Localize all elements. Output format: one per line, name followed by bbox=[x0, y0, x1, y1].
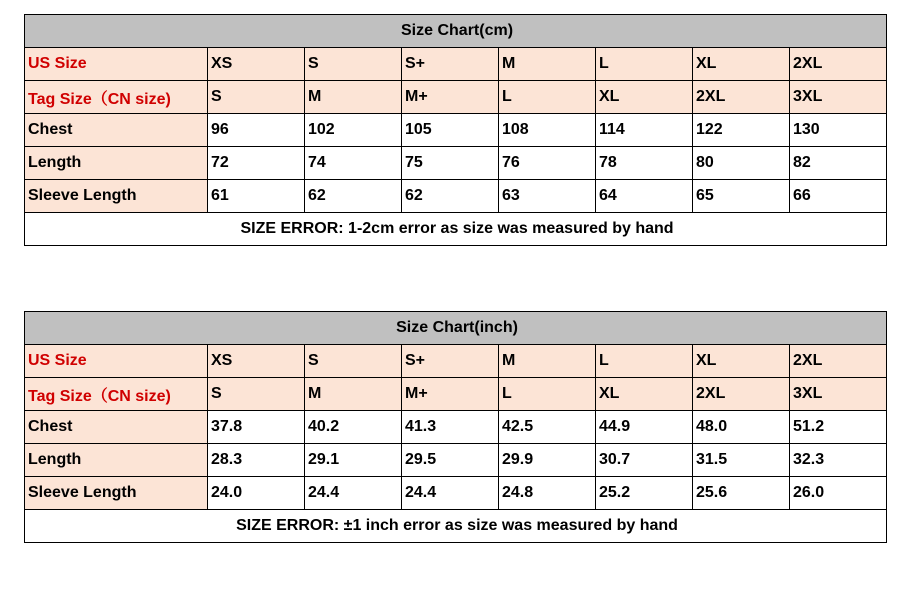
cell: 29.1 bbox=[305, 444, 402, 477]
table-row-us-size bbox=[25, 48, 887, 81]
cell: 51.2 bbox=[790, 411, 887, 444]
cell: 62 bbox=[402, 180, 499, 213]
cell: 48.0 bbox=[693, 411, 790, 444]
row-label: US Size bbox=[25, 345, 208, 378]
cell: 32.3 bbox=[790, 444, 887, 477]
cell: L bbox=[596, 345, 693, 378]
table-row-length bbox=[25, 444, 887, 477]
cell: S+ bbox=[402, 48, 499, 81]
cell: S bbox=[305, 48, 402, 81]
table-row-sleeve-length bbox=[25, 180, 887, 213]
cell: 62 bbox=[305, 180, 402, 213]
row-label: Tag Size（CN size) bbox=[25, 378, 208, 411]
cell: 3XL bbox=[790, 81, 887, 114]
cell: S bbox=[208, 81, 305, 114]
table-row-tag-size bbox=[25, 81, 887, 114]
cell: M bbox=[499, 48, 596, 81]
cell: 2XL bbox=[790, 48, 887, 81]
cell: 3XL bbox=[790, 378, 887, 411]
cell: XL bbox=[693, 48, 790, 81]
chart-title: Size Chart(cm) bbox=[25, 15, 887, 48]
cell: 2XL bbox=[790, 345, 887, 378]
cell: 41.3 bbox=[402, 411, 499, 444]
size-chart-inch bbox=[24, 311, 887, 543]
cell: XS bbox=[208, 48, 305, 81]
table-row-us-size bbox=[25, 345, 887, 378]
table-row-tag-size bbox=[25, 378, 887, 411]
cell: M+ bbox=[402, 378, 499, 411]
cell: M+ bbox=[402, 81, 499, 114]
cell: 37.8 bbox=[208, 411, 305, 444]
cell: S bbox=[208, 378, 305, 411]
cell: 44.9 bbox=[596, 411, 693, 444]
cell: M bbox=[499, 345, 596, 378]
size-error-note: SIZE ERROR: 1-2cm error as size was measured by hand bbox=[25, 213, 887, 246]
cell: 66 bbox=[790, 180, 887, 213]
size-chart-cm bbox=[24, 14, 887, 246]
cell: 25.6 bbox=[693, 477, 790, 510]
cell: S+ bbox=[402, 345, 499, 378]
row-label: Chest bbox=[25, 411, 208, 444]
cell: M bbox=[305, 378, 402, 411]
row-label: Sleeve Length bbox=[25, 477, 208, 510]
cell: 24.8 bbox=[499, 477, 596, 510]
cell: 72 bbox=[208, 147, 305, 180]
cell: XL bbox=[596, 378, 693, 411]
cell: 26.0 bbox=[790, 477, 887, 510]
cell: XL bbox=[693, 345, 790, 378]
cell: 82 bbox=[790, 147, 887, 180]
row-label: US Size bbox=[25, 48, 208, 81]
row-label: Length bbox=[25, 147, 208, 180]
cell: 42.5 bbox=[499, 411, 596, 444]
row-label: Chest bbox=[25, 114, 208, 147]
cell: 65 bbox=[693, 180, 790, 213]
cell: 61 bbox=[208, 180, 305, 213]
cell: 80 bbox=[693, 147, 790, 180]
cell: 76 bbox=[499, 147, 596, 180]
table-row-sleeve-length bbox=[25, 477, 887, 510]
cell: 78 bbox=[596, 147, 693, 180]
cell: XL bbox=[596, 81, 693, 114]
cell: 63 bbox=[499, 180, 596, 213]
row-label: Length bbox=[25, 444, 208, 477]
cell: 25.2 bbox=[596, 477, 693, 510]
size-error-note: SIZE ERROR: ±1 inch error as size was measured by hand bbox=[25, 510, 887, 543]
cell: 24.4 bbox=[402, 477, 499, 510]
cell: 28.3 bbox=[208, 444, 305, 477]
table-row-chest bbox=[25, 114, 887, 147]
cell: 64 bbox=[596, 180, 693, 213]
cell: S bbox=[305, 345, 402, 378]
cell: 40.2 bbox=[305, 411, 402, 444]
cell: 75 bbox=[402, 147, 499, 180]
cell: 96 bbox=[208, 114, 305, 147]
cell: L bbox=[499, 378, 596, 411]
cell: 105 bbox=[402, 114, 499, 147]
cell: 102 bbox=[305, 114, 402, 147]
cell: 2XL bbox=[693, 81, 790, 114]
row-label: Sleeve Length bbox=[25, 180, 208, 213]
cell: 30.7 bbox=[596, 444, 693, 477]
cell: M bbox=[305, 81, 402, 114]
cell: L bbox=[596, 48, 693, 81]
cell: XS bbox=[208, 345, 305, 378]
row-label: Tag Size（CN size) bbox=[25, 81, 208, 114]
cell: 24.4 bbox=[305, 477, 402, 510]
cell: 114 bbox=[596, 114, 693, 147]
table-row-length bbox=[25, 147, 887, 180]
cell: 2XL bbox=[693, 378, 790, 411]
table-row-chest bbox=[25, 411, 887, 444]
cell: 24.0 bbox=[208, 477, 305, 510]
cell: L bbox=[499, 81, 596, 114]
cell: 29.5 bbox=[402, 444, 499, 477]
cell: 29.9 bbox=[499, 444, 596, 477]
cell: 74 bbox=[305, 147, 402, 180]
cell: 130 bbox=[790, 114, 887, 147]
cell: 122 bbox=[693, 114, 790, 147]
cell: 108 bbox=[499, 114, 596, 147]
chart-title: Size Chart(inch) bbox=[25, 312, 887, 345]
cell: 31.5 bbox=[693, 444, 790, 477]
